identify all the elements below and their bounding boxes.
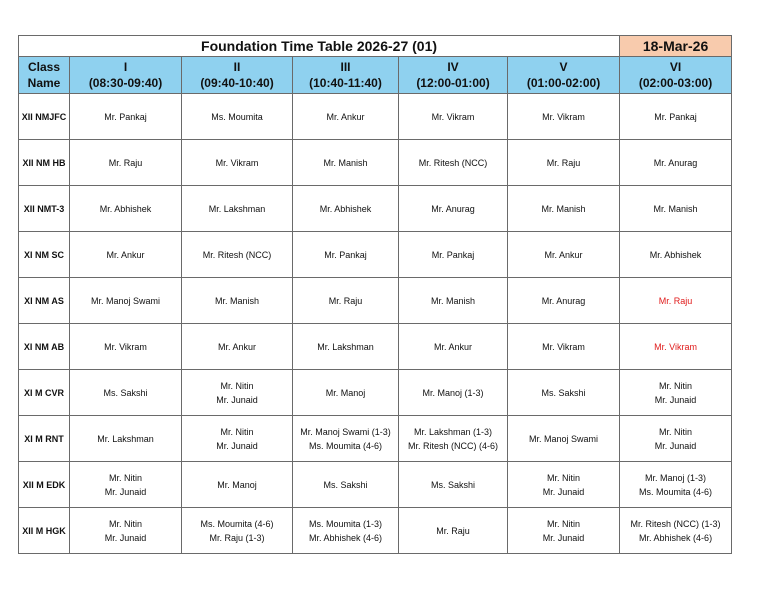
teacher-name: Mr. Ankur: [544, 249, 583, 260]
teacher-name: Mr. Nitin: [547, 472, 581, 483]
teacher-name: Mr. Junaid: [216, 394, 258, 405]
teacher-name: Mr. Junaid: [542, 532, 585, 543]
teacher-cell: [399, 94, 508, 140]
teacher-name: Mr. Manoj (1-3): [645, 472, 707, 483]
teacher-name: Mr. Raju: [328, 295, 363, 306]
teacher-name: Mr. Manoj Swami (1-3): [300, 426, 391, 437]
timetable-title: Foundation Time Table 2026-27 (01): [19, 36, 620, 57]
teacher-name: Mr. Raju: [436, 525, 470, 536]
teacher-cell: [293, 324, 399, 370]
teacher-cell: [70, 324, 182, 370]
period-time: (10:40-11:40): [309, 76, 382, 90]
teacher-cell: [508, 462, 620, 508]
teacher-cell: [620, 370, 732, 416]
timetable: [18, 35, 732, 554]
teacher-cell: [70, 508, 182, 554]
teacher-cell: [620, 416, 732, 462]
period-time: (09:40-10:40): [200, 76, 274, 90]
period-header-4: [399, 57, 508, 94]
teacher-name: Mr. Manish: [541, 203, 586, 214]
teacher-cell: [70, 370, 182, 416]
teacher-cell: [508, 416, 620, 462]
teacher-name: Mr. Junaid: [654, 440, 697, 451]
teacher-cell: [70, 232, 182, 278]
teacher-cell: [620, 462, 732, 508]
teacher-cell: [508, 278, 620, 324]
table-row: [19, 140, 732, 186]
table-row: [19, 370, 732, 416]
teacher-name: Mr. Manish: [323, 157, 368, 168]
teacher-cell: [508, 186, 620, 232]
period-roman: V: [559, 60, 568, 74]
teacher-name: Mr. Manish: [430, 295, 475, 306]
teacher-cell: [399, 186, 508, 232]
class-name-cell: XI NM AS: [19, 278, 70, 324]
teacher-name: Mr. Manish: [214, 295, 259, 306]
teacher-cell: [293, 416, 399, 462]
teacher-name: Ms. Moumita (1-3): [308, 518, 382, 529]
teacher-cell: [620, 140, 732, 186]
teacher-cell: [182, 416, 293, 462]
teacher-name: Ms. Sakshi: [103, 387, 148, 398]
period-header-6: [620, 57, 732, 94]
class-name-cell: XII NMJFC: [19, 94, 70, 140]
teacher-name: Mr. Vikram: [542, 111, 585, 122]
class-name-cell: XII NMT-3: [19, 186, 70, 232]
teacher-name: Mr. Manish: [653, 203, 698, 214]
teacher-name: Ms. Sakshi: [323, 479, 368, 490]
teacher-cell: [182, 232, 293, 278]
teacher-cell: [293, 462, 399, 508]
class-name-cell: XI NM AB: [19, 324, 70, 370]
teacher-cell: [399, 416, 508, 462]
teacher-cell: [70, 462, 182, 508]
period-roman: IV: [447, 60, 459, 74]
teacher-name: Mr. Vikram: [215, 157, 259, 168]
teacher-name: Mr. Anurag: [541, 295, 586, 306]
teacher-cell: [620, 186, 732, 232]
teacher-name: Mr. Nitin: [108, 518, 142, 529]
class-name-header: [19, 57, 70, 94]
teacher-name: Mr. Raju: [108, 157, 143, 168]
teacher-name: Mr. Vikram: [431, 111, 475, 122]
teacher-name: Mr. Nitin: [220, 380, 254, 391]
teacher-cell: [293, 370, 399, 416]
teacher-name: Ms. Moumita: [211, 111, 263, 122]
teacher-cell: [399, 370, 508, 416]
teacher-name: Mr. Manoj (1-3): [422, 387, 484, 398]
teacher-cell: [70, 186, 182, 232]
class-name-cell: XI NM SC: [19, 232, 70, 278]
teacher-cell: [70, 416, 182, 462]
teacher-name: Mr. Ankur: [217, 341, 256, 352]
teacher-name: Mr. Junaid: [104, 486, 147, 497]
period-header-5: [508, 57, 620, 94]
teacher-cell: [182, 508, 293, 554]
teacher-name: Mr. Ankur: [326, 111, 365, 122]
teacher-name: Mr. Nitin: [108, 472, 142, 483]
table-row: [19, 232, 732, 278]
teacher-cell: [399, 508, 508, 554]
teacher-cell: [399, 462, 508, 508]
teacher-name: Mr. Vikram: [104, 341, 147, 352]
teacher-name: Mr. Raju: [658, 295, 693, 306]
teacher-cell: [508, 140, 620, 186]
teacher-name: Mr. Raju: [546, 157, 581, 168]
teacher-name: Mr. Lakshman: [208, 203, 266, 214]
period-header-1: [70, 57, 182, 94]
teacher-cell: [293, 94, 399, 140]
teacher-name: Ms. Moumita (4-6): [308, 440, 382, 451]
class-name-cell: XII M EDK: [19, 462, 70, 508]
period-roman: II: [233, 60, 241, 74]
period-time: (02:00-03:00): [638, 76, 713, 90]
teacher-cell: [508, 324, 620, 370]
teacher-name: Mr. Pankaj: [324, 249, 367, 260]
class-name-cell: XI M RNT: [19, 416, 70, 462]
teacher-name: Mr. Ankur: [106, 249, 145, 260]
teacher-name: Mr. Anurag: [431, 203, 475, 214]
period-header-2: [182, 57, 293, 94]
teacher-name: Mr. Junaid: [104, 532, 147, 543]
teacher-name: Mr. Abhishek: [649, 249, 702, 260]
timetable-date: 18-Mar-26: [620, 36, 732, 57]
teacher-name: Mr. Ritesh (NCC) (4-6): [407, 440, 498, 451]
class-name-cell: XII NM HB: [19, 140, 70, 186]
teacher-name: Mr. Nitin: [659, 426, 693, 437]
class-header-line2: Name: [27, 76, 61, 90]
teacher-cell: [399, 232, 508, 278]
period-time: (08:30-09:40): [88, 76, 163, 90]
teacher-cell: [508, 370, 620, 416]
header-row: [19, 57, 732, 94]
teacher-cell: [620, 278, 732, 324]
period-time: (12:00-01:00): [416, 76, 490, 90]
teacher-name: Mr. Pankaj: [431, 249, 475, 260]
class-name-cell: XII M HGK: [19, 508, 70, 554]
teacher-name: Mr. Anurag: [653, 157, 698, 168]
teacher-name: Mr. Manoj: [217, 479, 257, 490]
teacher-cell: [182, 186, 293, 232]
teacher-name: Mr. Ritesh (NCC): [202, 249, 272, 260]
period-header-3: [293, 57, 399, 94]
teacher-name: Mr. Abhishek: [319, 203, 372, 214]
period-roman: I: [123, 60, 128, 74]
teacher-name: Mr. Nitin: [220, 426, 254, 437]
class-header-line1: Class: [27, 60, 61, 74]
teacher-cell: [293, 232, 399, 278]
table-row: [19, 416, 732, 462]
teacher-name: Mr. Lakshman: [97, 433, 154, 444]
teacher-cell: [620, 508, 732, 554]
table-row: [19, 324, 732, 370]
teacher-name: Mr. Junaid: [216, 440, 258, 451]
teacher-cell: [182, 94, 293, 140]
teacher-cell: [508, 94, 620, 140]
teacher-cell: [508, 232, 620, 278]
teacher-name: Ms. Moumita (4-6): [200, 518, 274, 529]
teacher-cell: [399, 278, 508, 324]
teacher-cell: [293, 278, 399, 324]
teacher-name: Ms. Sakshi: [430, 479, 475, 490]
teacher-cell: [293, 140, 399, 186]
teacher-name: Ms. Sakshi: [541, 387, 586, 398]
table-row: [19, 278, 732, 324]
teacher-name: Mr. Nitin: [659, 380, 693, 391]
class-name-cell: XI M CVR: [19, 370, 70, 416]
teacher-name: Mr. Ritesh (NCC) (1-3): [630, 518, 721, 529]
teacher-name: Mr. Pankaj: [654, 111, 697, 122]
teacher-name: Mr. Abhishek (4-6): [308, 532, 383, 543]
teacher-name: Mr. Junaid: [542, 486, 585, 497]
teacher-cell: [620, 232, 732, 278]
teacher-name: Mr. Abhishek (4-6): [639, 532, 713, 543]
teacher-name: Mr. Ankur: [433, 341, 472, 352]
table-row: [19, 462, 732, 508]
teacher-cell: [620, 94, 732, 140]
teacher-name: Mr. Lakshman (1-3): [413, 426, 493, 437]
teacher-cell: [182, 370, 293, 416]
teacher-name: Mr. Abhishek: [99, 203, 152, 214]
table-row: [19, 186, 732, 232]
teacher-cell: [70, 140, 182, 186]
teacher-name: Mr. Junaid: [654, 394, 697, 405]
period-roman: VI: [669, 60, 682, 74]
teacher-cell: [182, 278, 293, 324]
teacher-cell: [620, 324, 732, 370]
period-time: (01:00-02:00): [526, 76, 601, 90]
teacher-cell: [182, 462, 293, 508]
teacher-cell: [399, 140, 508, 186]
title-row: [19, 36, 732, 57]
teacher-cell: [399, 324, 508, 370]
teacher-cell: [70, 278, 182, 324]
teacher-cell: [182, 140, 293, 186]
teacher-name: Mr. Pankaj: [104, 111, 147, 122]
teacher-cell: [70, 94, 182, 140]
teacher-name: Mr. Manoj Swami: [529, 433, 599, 444]
teacher-cell: [293, 186, 399, 232]
teacher-name: Mr. Manoj: [325, 387, 366, 398]
teacher-name: Mr. Lakshman: [317, 341, 374, 352]
teacher-cell: [508, 508, 620, 554]
teacher-name: Mr. Nitin: [547, 518, 581, 529]
teacher-cell: [182, 324, 293, 370]
teacher-cell: [293, 508, 399, 554]
teacher-name: Mr. Manoj Swami: [90, 295, 161, 306]
teacher-name: Mr. Vikram: [542, 341, 585, 352]
teacher-name: Mr. Ritesh (NCC): [418, 157, 488, 168]
teacher-name: Mr. Raju (1-3): [209, 532, 265, 543]
teacher-name: Mr. Vikram: [654, 341, 697, 352]
period-roman: III: [340, 60, 351, 74]
teacher-name: Ms. Moumita (4-6): [639, 486, 713, 497]
table-row: [19, 94, 732, 140]
table-row: [19, 508, 732, 554]
